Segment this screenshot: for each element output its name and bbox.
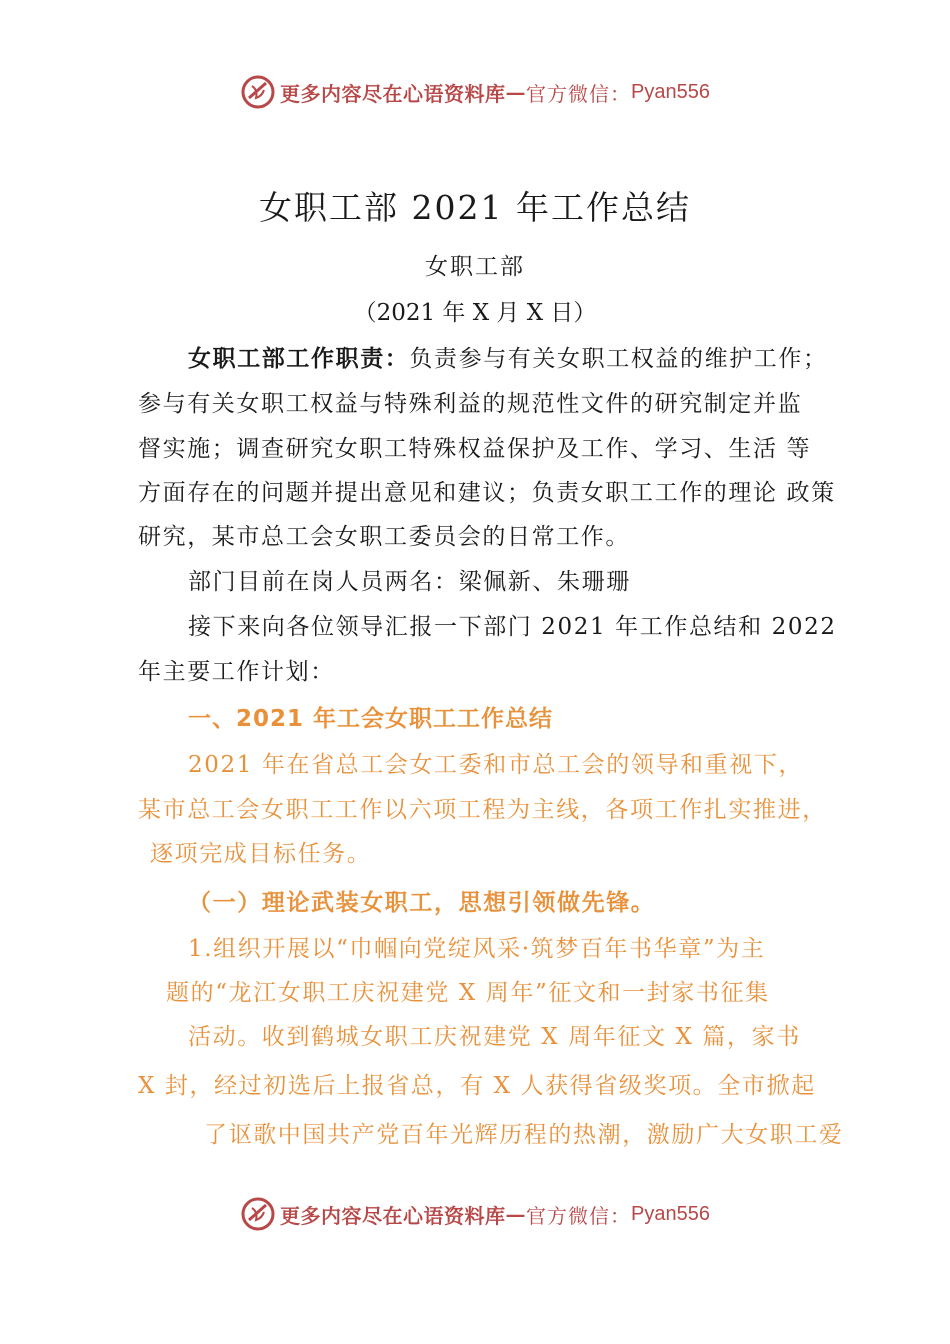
banner-text: 更多内容尽在心语资料库 xyxy=(280,1203,506,1228)
staff-paragraph: 部门目前在岗人员两名：梁佩新、朱珊珊 xyxy=(188,569,631,595)
banner-wechat-label: 官方微信： xyxy=(526,1203,631,1228)
duty-line: 负责参与有关女职工权益的维护工作； xyxy=(409,346,828,372)
item-line: 1.组织开展以“巾帼向党绽风采·筑梦百年书华章”为主 xyxy=(188,936,766,962)
subsection-heading: （一）理论武装女职工，思想引领做先锋。 xyxy=(188,889,656,916)
duty-line: 督实施；调查研究女职工特殊权益保护及工作、学习、生活 等 xyxy=(138,436,812,462)
brand-logo-icon xyxy=(240,74,276,110)
banner-wechat-label: 官方微信： xyxy=(526,81,631,106)
section-line: 2021 年在省总工会女工委和市总工会的领导和重视下， xyxy=(188,752,804,778)
item-line: X 封，经过初选后上报省总，有 X 人获得省级奖项。全市掀起 xyxy=(138,1073,816,1099)
report-line: 接下来向各位领导汇报一下部门 2021 年工作总结和 2022 xyxy=(188,614,837,640)
duty-line: 方面存在的问题并提出意见和建议；负责女职工工作的理论 政策 xyxy=(138,480,836,506)
item-line: 了讴歌中国共产党百年光辉历程的热潮，激励广大女职工爱 xyxy=(204,1122,844,1148)
duty-line: 参与有关女职工权益与特殊利益的规范性文件的研究制定并监 xyxy=(138,391,803,417)
footer-banner xyxy=(240,1194,710,1234)
duty-label: 女职工部工作职责： xyxy=(188,345,410,372)
document-title: 女职工部 2021 年工作总结 xyxy=(259,188,691,227)
document-date: （2021 年 X 月 X 日） xyxy=(353,300,597,326)
section-heading: 一、2021 年工会女职工工作总结 xyxy=(188,706,554,732)
banner-text: 更多内容尽在心语资料库 xyxy=(280,81,506,106)
banner-wechat-id: Pyan556 xyxy=(631,80,710,103)
department-name: 女职工部 xyxy=(425,254,525,280)
banner-wechat-id: Pyan556 xyxy=(631,1202,710,1225)
duty-line: 研究，某市总工会女职工委员会的日常工作。 xyxy=(138,524,630,550)
item-line: 题的“龙江女职工庆祝建党 X 周年”征文和一封家书征集 xyxy=(166,980,770,1006)
banner-dash: — xyxy=(505,80,526,104)
section-line: 某市总工会女职工工作以六项工程为主线，各项工作扎实推进， xyxy=(138,797,827,823)
report-line: 年主要工作计划： xyxy=(138,659,335,685)
brand-logo-icon xyxy=(240,1196,276,1232)
section-line: 逐项完成目标任务。 xyxy=(150,841,372,867)
header-banner xyxy=(240,72,710,112)
duty-paragraph-first-line xyxy=(188,340,828,373)
item-line: 活动。收到鹤城女职工庆祝建党 X 周年征文 X 篇，家书 xyxy=(188,1024,801,1050)
banner-dash: — xyxy=(505,1202,526,1226)
